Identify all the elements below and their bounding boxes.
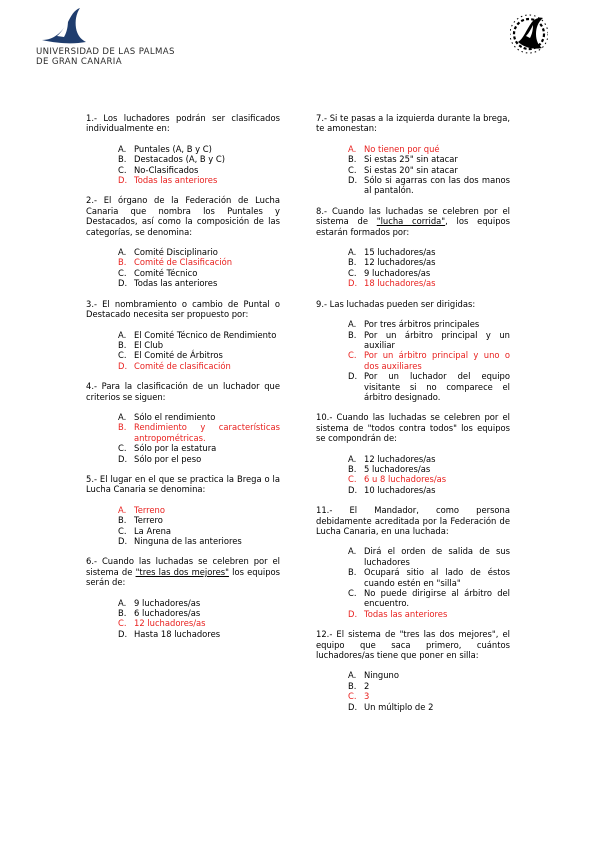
option-text: Rendimiento y características antropométricas. [134, 422, 280, 443]
option-a [348, 319, 510, 329]
question-text: 1.- Los luchadores podrán ser clasificados individualmente en: [86, 113, 280, 134]
option-letter: C. [118, 618, 127, 629]
option-a [348, 670, 510, 680]
option-d [118, 629, 280, 639]
option-text: La Arena [134, 525, 172, 536]
option-text: 3 [364, 691, 370, 702]
option-b [348, 154, 510, 164]
question-11 [316, 505, 510, 619]
right-column [316, 113, 510, 722]
option-letter: C. [118, 525, 127, 536]
option-letter: B. [348, 680, 357, 691]
option-text: No puede dirigirse al árbitro del encuentro. [364, 588, 510, 609]
question-text: 3.- El nombramiento o cambio de Puntal o Destacado necesita ser propuesto por: [86, 298, 280, 320]
option-text: Por un árbitro principal y uno o dos auxiliares [364, 350, 510, 371]
question-2 [86, 195, 280, 288]
option-text: Puntales (A, B y C) [134, 143, 212, 154]
question-10 [316, 412, 510, 495]
question-text: 4.- Para la clasificación de un luchador que criterios se siguen: [86, 381, 280, 402]
question-text: 12.- El sistema de "tres las dos mejores", el equipo que saca primero, cuántos luchadores/as tiene que poner en silla: [316, 629, 510, 661]
option-text: Comité Técnico [134, 267, 198, 278]
option-text: 12 luchadores/as [134, 618, 206, 629]
university-name-line2: DE GRAN CANARIA [36, 57, 122, 67]
option-a [118, 144, 280, 154]
option-b [348, 567, 510, 588]
option-list [316, 546, 510, 619]
faculty-emblem-icon [510, 12, 548, 56]
option-letter: A. [348, 546, 357, 557]
option-text: Por un luchador del equipo visitante si no comparece el árbitro designado. [364, 371, 510, 402]
option-text: Comité de clasificación [134, 360, 231, 371]
option-text: Dirá el orden de salida de sus luchadores [364, 546, 510, 567]
option-letter: A. [348, 143, 357, 154]
option-text: Ninguno [364, 670, 399, 681]
option-letter: D. [118, 628, 128, 639]
option-a [118, 247, 280, 257]
question-5 [86, 474, 280, 546]
option-d [118, 536, 280, 546]
option-b [118, 608, 280, 618]
option-letter: C. [118, 443, 127, 454]
option-text: Por un árbitro principal y un auxiliar [364, 329, 510, 350]
option-letter: B. [118, 608, 127, 619]
question-4 [86, 381, 280, 464]
option-d [118, 278, 280, 288]
question-9 [316, 299, 510, 403]
option-letter: B. [348, 463, 357, 474]
option-letter: D. [118, 278, 128, 289]
option-letter: A. [348, 319, 357, 330]
left-column [86, 113, 280, 649]
question-text-start: 8.- Cuando las luchadas se celebren por el sistema de [316, 205, 510, 227]
option-text: Comité de Clasificación [134, 257, 233, 268]
option-text: 12 luchadores/as [364, 453, 436, 464]
option-list [86, 330, 280, 372]
option-text: Si estas 25" sin atacar [364, 154, 458, 165]
option-list [316, 670, 510, 712]
option-text: El Comité de Árbitros [134, 350, 223, 361]
option-list [86, 412, 280, 464]
option-text: 5 luchadores/as [364, 463, 431, 474]
option-text: Hasta 18 luchadores [134, 628, 221, 639]
option-text: Todas las anteriores [134, 175, 218, 186]
option-letter: C. [348, 691, 357, 702]
option-c [118, 526, 280, 536]
option-text: No tienen por qué [364, 143, 440, 154]
option-letter: C. [348, 588, 357, 599]
option-letter: B. [118, 154, 127, 165]
option-text: Sólo si agarras con las dos manos al pantalón. [364, 175, 510, 196]
option-c-correct [348, 474, 510, 484]
option-c [348, 165, 510, 175]
option-b [348, 464, 510, 474]
option-text: El Comité Técnico de Rendimiento [134, 329, 277, 340]
option-letter: A. [118, 247, 127, 258]
option-letter: D. [348, 701, 358, 712]
option-b-correct [118, 422, 280, 443]
option-letter: C. [118, 350, 127, 361]
option-list [316, 144, 510, 196]
option-letter: D. [118, 360, 128, 371]
option-letter: A. [348, 670, 357, 681]
option-letter: A. [118, 597, 127, 608]
option-letter: B. [348, 257, 357, 268]
question-8 [316, 206, 510, 289]
question-text-end: , los equipos estarán formados por: [316, 216, 510, 237]
question-text: 5.- El lugar en el que se practica la Brega o la Lucha Canaria se denomina: [86, 473, 280, 495]
option-letter: D. [348, 608, 358, 619]
system-name-underlined: "lucha corrida" [376, 216, 446, 227]
option-d [118, 454, 280, 464]
option-a [348, 454, 510, 464]
option-list [86, 247, 280, 289]
option-d-correct [118, 175, 280, 185]
option-letter: B. [118, 515, 127, 526]
option-text: 18 luchadores/as [364, 278, 436, 289]
option-list [86, 144, 280, 186]
option-letter: D. [118, 175, 128, 186]
option-text: El Club [134, 339, 164, 350]
option-text: 10 luchadores/as [364, 484, 436, 495]
option-letter: D. [348, 278, 358, 289]
option-text: Comité Disciplinario [134, 247, 218, 258]
option-text: Sólo por el peso [134, 453, 202, 464]
option-letter: D. [348, 371, 358, 382]
question-text-start: 6.- Cuando las luchadas se celebren por el sistema de [86, 556, 280, 577]
option-letter: B. [348, 567, 357, 578]
option-text: Sólo el rendimiento [134, 411, 216, 422]
option-letter: C. [348, 164, 357, 175]
option-d [348, 702, 510, 712]
option-text: Todas las anteriores [364, 608, 448, 619]
option-d-correct [118, 361, 280, 371]
option-c [118, 350, 280, 360]
option-letter: B. [118, 257, 127, 268]
option-letter: B. [348, 154, 357, 165]
option-a [118, 412, 280, 422]
option-letter: C. [348, 267, 357, 278]
question-3 [86, 299, 280, 371]
option-text: Si estas 20" sin atacar [364, 164, 458, 175]
option-letter: D. [348, 175, 358, 186]
option-d [348, 175, 510, 196]
question-text [86, 556, 280, 587]
option-text: 2 [364, 680, 370, 691]
option-b [348, 330, 510, 351]
option-d-correct [348, 278, 510, 288]
option-c [348, 268, 510, 278]
question-6 [86, 556, 280, 639]
question-1 [86, 113, 280, 185]
option-text: Destacados (A, B y C) [134, 154, 226, 165]
option-letter: A. [118, 504, 127, 515]
option-d-correct [348, 609, 510, 619]
ulpgc-emblem-icon [40, 6, 88, 46]
option-text: Terrero [134, 515, 163, 526]
option-c [118, 165, 280, 175]
option-c [348, 588, 510, 609]
question-text: 2.- El órgano de la Federación de Lucha Canaria que nombra los Puntales y Destacados, así como la composición de las categorías, se denomina: [86, 195, 280, 237]
option-c [118, 443, 280, 453]
option-c-correct [348, 691, 510, 701]
faculty-emblem [510, 12, 548, 56]
question-12 [316, 629, 510, 712]
option-letter: B. [348, 329, 357, 340]
option-text: 9 luchadores/as [364, 267, 431, 278]
option-letter: A. [348, 247, 357, 258]
option-letter: D. [348, 484, 358, 495]
option-text: 12 luchadores/as [364, 257, 436, 268]
option-letter: D. [118, 536, 128, 546]
question-text: 11.- El Mandador, como persona debidamente acreditada por la Federación de Lucha Canaria, en una luchada: [316, 505, 510, 536]
option-letter: B. [118, 422, 127, 433]
option-letter: C. [348, 474, 357, 485]
option-b [348, 257, 510, 267]
option-letter: B. [118, 339, 127, 350]
system-name-underlined: "tres las dos mejores" [135, 566, 229, 577]
question-text [316, 206, 510, 237]
option-text: Todas las anteriores [134, 278, 218, 289]
option-d [348, 371, 510, 402]
option-a-correct [118, 505, 280, 515]
question-text: 10.- Cuando las luchadas se celebren por el sistema de "todos contra todos" los equipos se compondrán de: [316, 412, 510, 444]
option-a [348, 546, 510, 567]
option-text: Un múltiplo de 2 [364, 701, 434, 712]
option-text: 9 luchadores/as [134, 597, 201, 608]
question-text: 9.- Las luchadas pueden ser dirigidas: [316, 298, 476, 309]
option-text: 6 luchadores/as [134, 608, 201, 619]
option-b [348, 681, 510, 691]
option-a [118, 598, 280, 608]
option-text: No-Clasificados [134, 164, 199, 175]
option-list [316, 454, 510, 496]
option-c-correct [348, 350, 510, 371]
option-list [316, 319, 510, 402]
question-text: 7.- Si te pasas a la izquierda durante la brega, te amonestan: [316, 113, 510, 134]
option-text: Terreno [134, 504, 165, 515]
university-name-line1: UNIVERSIDAD DE LAS PALMAS [36, 47, 175, 57]
option-c-correct [118, 618, 280, 628]
option-letter: C. [118, 164, 127, 175]
option-c [118, 268, 280, 278]
option-text: 15 luchadores/as [364, 247, 436, 258]
question-text-end: los equipos serán de: [86, 566, 281, 588]
option-a [118, 330, 280, 340]
option-a [348, 247, 510, 257]
option-text: Ninguna de las anteriores [134, 536, 242, 546]
university-logo [36, 6, 176, 70]
option-b [118, 515, 280, 525]
option-text: Ocupará sitio al lado de éstos cuando estén en "silla" [364, 567, 510, 588]
option-b [118, 340, 280, 350]
question-7 [316, 113, 510, 196]
option-letter: A. [118, 329, 127, 340]
option-letter: D. [118, 453, 128, 464]
option-list [86, 505, 280, 547]
option-text: Sólo por la estatura [134, 443, 217, 454]
option-text: 6 u 8 luchadores/as [364, 474, 447, 485]
option-letter: A. [118, 143, 127, 154]
option-b [118, 154, 280, 164]
option-list [316, 247, 510, 289]
option-d [348, 485, 510, 495]
option-letter: C. [118, 267, 127, 278]
option-list [86, 598, 280, 640]
option-letter: C. [348, 350, 357, 361]
option-text: Por tres árbitros principales [364, 319, 480, 330]
option-letter: A. [118, 411, 127, 422]
option-b-correct [118, 257, 280, 267]
option-a-correct [348, 144, 510, 154]
option-letter: A. [348, 453, 357, 464]
